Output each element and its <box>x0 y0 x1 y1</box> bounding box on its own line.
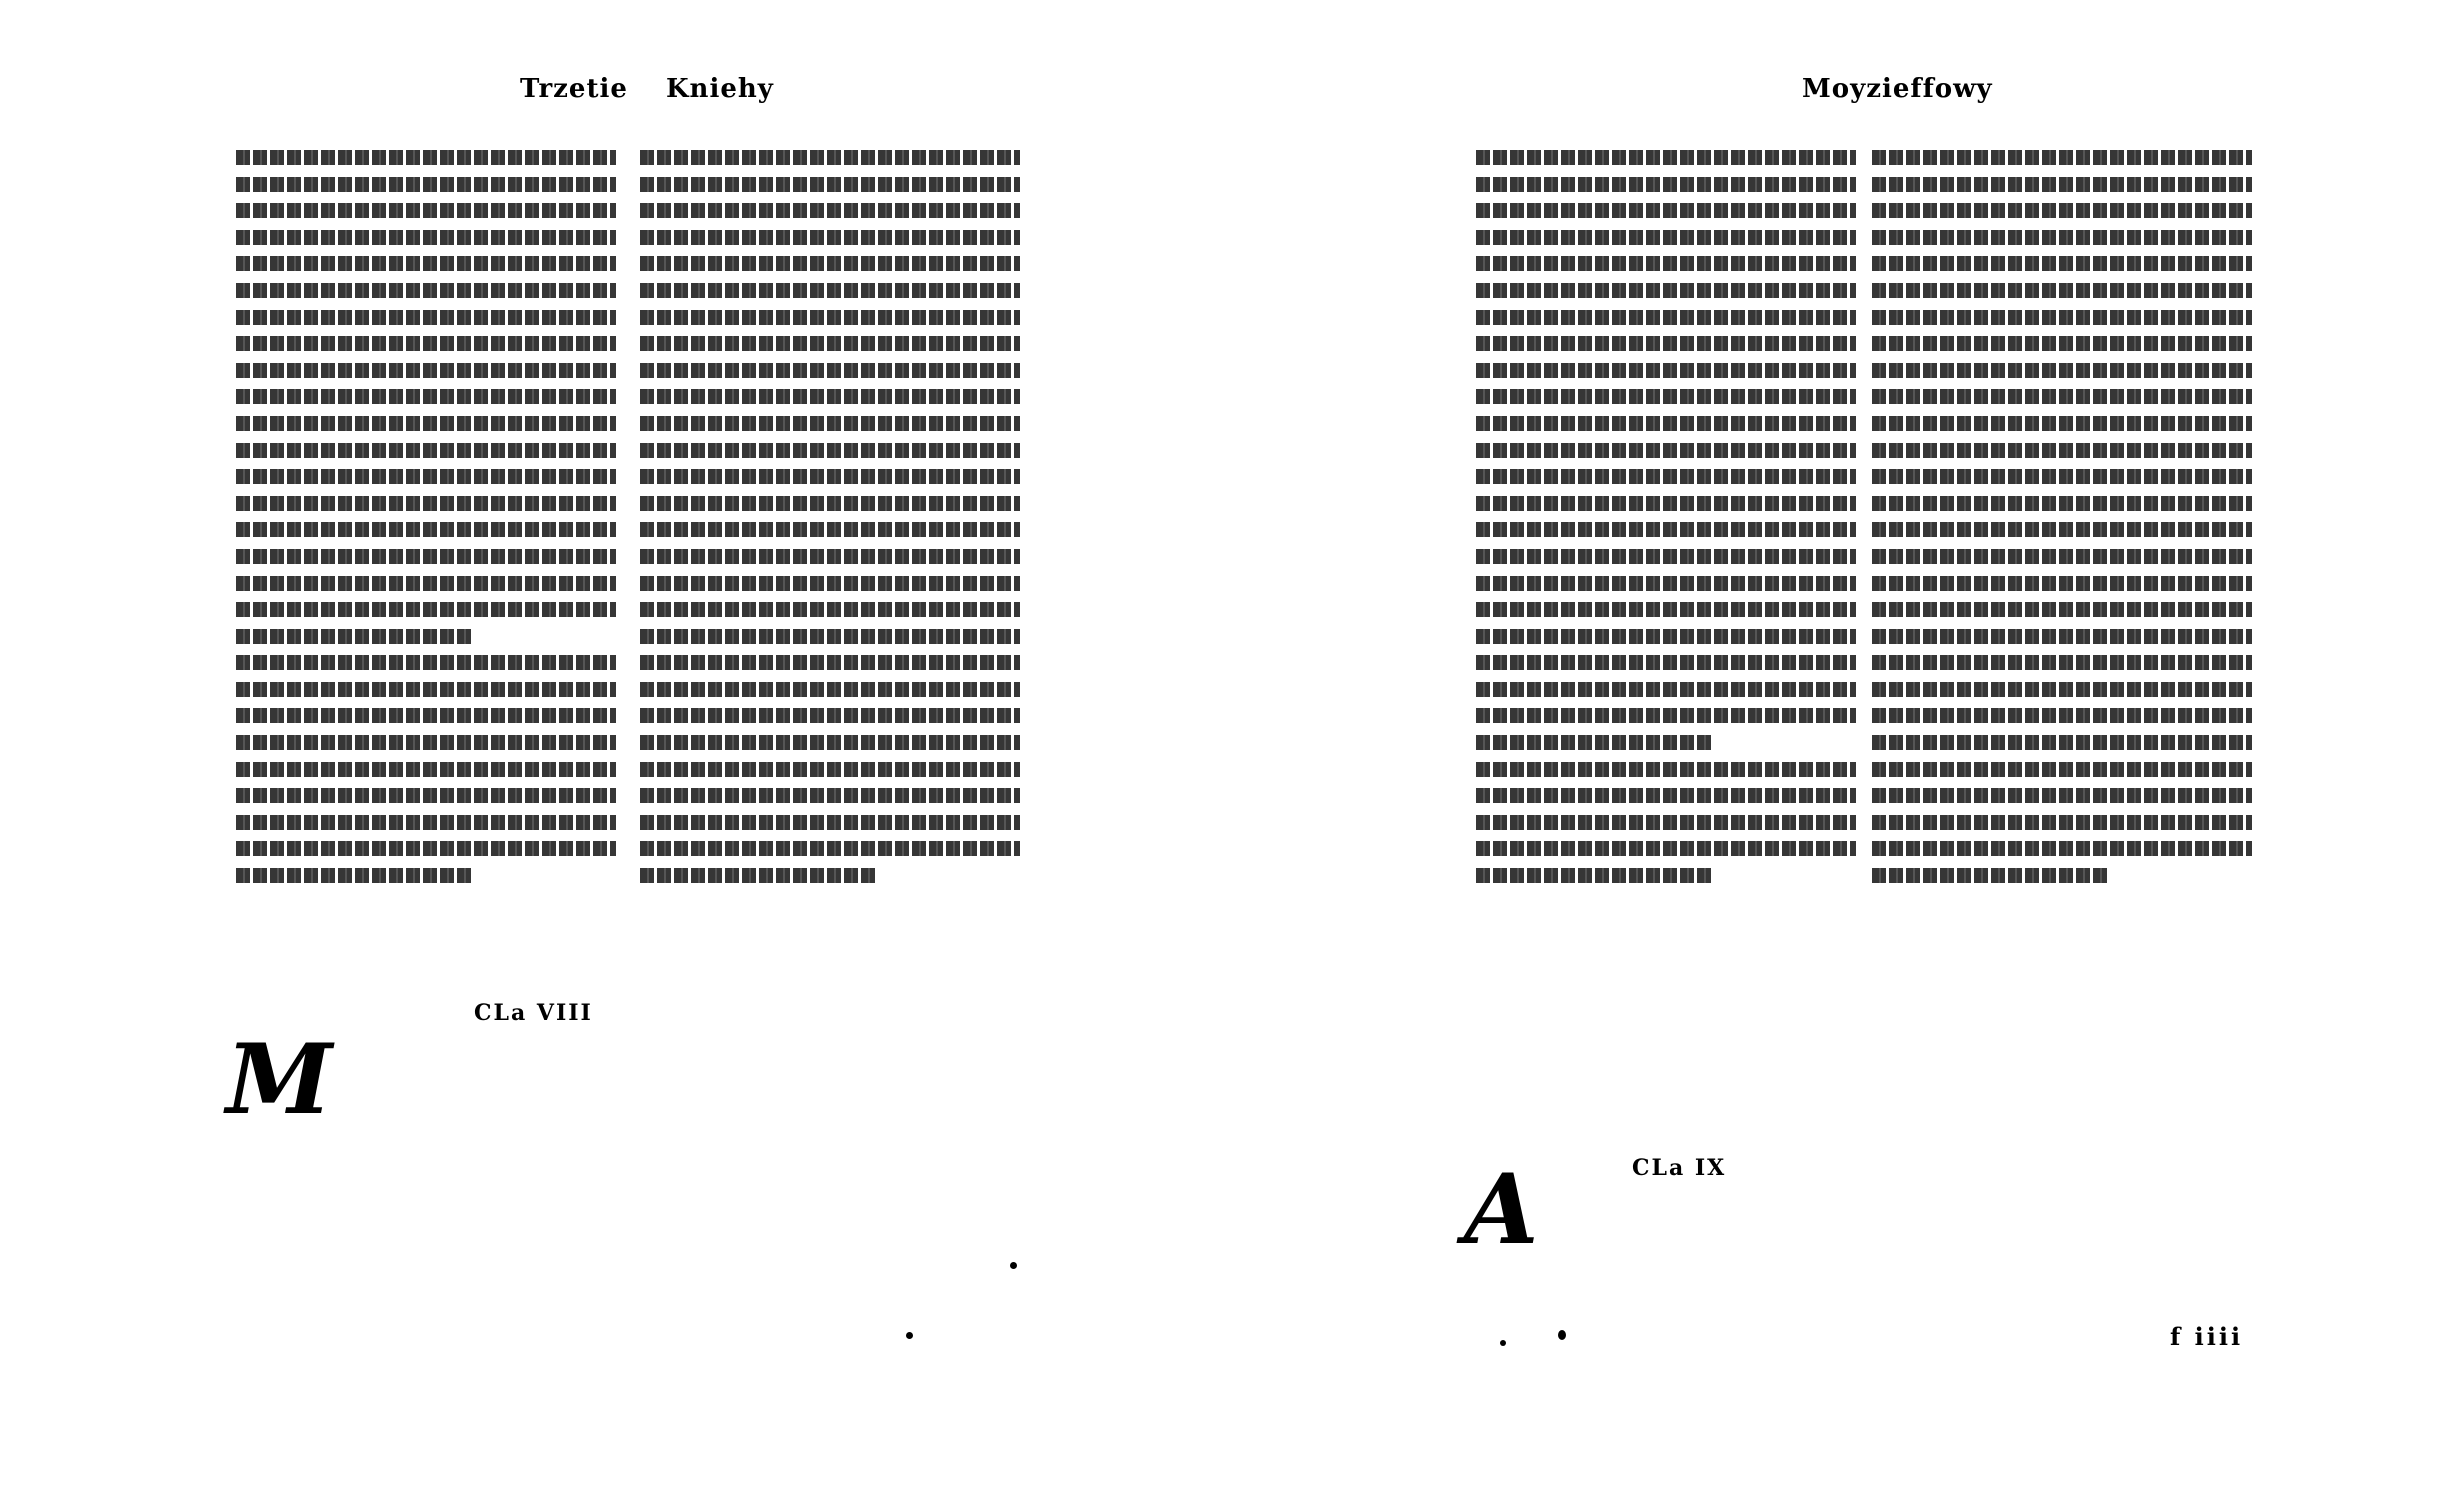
text-line <box>1476 735 1712 750</box>
text-line <box>1872 522 2252 537</box>
text-line <box>1872 256 2252 271</box>
ink-speck <box>906 1332 913 1339</box>
text-line <box>1872 655 2252 670</box>
ink-speck <box>1010 1262 1017 1269</box>
text-line <box>1872 310 2252 325</box>
text-line <box>1872 788 2252 803</box>
text-line <box>1872 708 2252 723</box>
text-line <box>236 389 616 404</box>
text-line <box>640 682 1020 697</box>
text-line <box>1872 416 2252 431</box>
text-line <box>640 841 1020 856</box>
text-line <box>1872 177 2252 192</box>
left-page-column-1 <box>236 150 616 895</box>
text-line <box>640 735 1020 750</box>
text-line <box>1476 203 1856 218</box>
text-line <box>236 655 616 670</box>
text-line <box>1872 682 2252 697</box>
text-line <box>640 150 1020 165</box>
text-line <box>1476 283 1856 298</box>
text-line <box>236 336 616 351</box>
text-line <box>236 815 616 830</box>
right-page-column-2 <box>1872 150 2252 895</box>
text-line <box>236 363 616 378</box>
text-line <box>1476 602 1856 617</box>
text-line <box>236 469 616 484</box>
text-line <box>1476 416 1856 431</box>
running-head-word-1: Trzetie <box>520 74 628 104</box>
text-line <box>640 416 1020 431</box>
text-line <box>640 363 1020 378</box>
text-line <box>236 682 616 697</box>
right-page-column-1 <box>1476 150 1856 895</box>
text-line <box>640 469 1020 484</box>
text-line <box>1476 336 1856 351</box>
right-running-head: Moyzieffowy <box>1802 74 1993 104</box>
chapter-mark-viii: CLa VIII <box>468 1000 599 1026</box>
text-line <box>640 443 1020 458</box>
text-line <box>1476 150 1856 165</box>
text-line <box>1872 230 2252 245</box>
text-line <box>640 576 1020 591</box>
text-line <box>640 203 1020 218</box>
text-line <box>640 762 1020 777</box>
text-line <box>236 549 616 564</box>
text-line <box>236 283 616 298</box>
text-line <box>1476 522 1856 537</box>
text-line <box>1476 230 1856 245</box>
text-line <box>1476 363 1856 378</box>
text-line <box>640 283 1020 298</box>
text-line <box>1872 389 2252 404</box>
text-line <box>1476 841 1856 856</box>
text-line <box>1476 177 1856 192</box>
text-line <box>1476 310 1856 325</box>
text-line <box>1476 443 1856 458</box>
text-line <box>1872 735 2252 750</box>
text-line <box>640 655 1020 670</box>
left-running-head <box>520 74 802 104</box>
decorated-initial-a: A <box>1460 1162 1542 1258</box>
text-line <box>1872 576 2252 591</box>
text-line <box>1476 762 1856 777</box>
text-line <box>640 708 1020 723</box>
text-line <box>1872 841 2252 856</box>
text-line <box>1476 868 1712 883</box>
text-line <box>236 416 616 431</box>
text-line <box>1872 629 2252 644</box>
text-line <box>1476 389 1856 404</box>
text-line <box>640 522 1020 537</box>
text-line <box>1872 283 2252 298</box>
text-line <box>236 310 616 325</box>
text-line <box>1476 576 1856 591</box>
text-line <box>640 815 1020 830</box>
text-line <box>1872 815 2252 830</box>
text-line <box>1872 469 2252 484</box>
text-line <box>640 310 1020 325</box>
text-line <box>1872 336 2252 351</box>
text-line <box>1872 150 2252 165</box>
text-line <box>236 602 616 617</box>
text-line <box>1476 682 1856 697</box>
text-line <box>236 443 616 458</box>
text-line <box>236 177 616 192</box>
text-line <box>1476 788 1856 803</box>
text-line <box>640 868 876 883</box>
text-line <box>640 496 1020 511</box>
text-line <box>1872 496 2252 511</box>
text-line <box>236 708 616 723</box>
text-line <box>1476 256 1856 271</box>
text-line <box>236 629 472 644</box>
text-line <box>1476 815 1856 830</box>
text-line <box>236 735 616 750</box>
text-line <box>640 602 1020 617</box>
decorated-initial-m: M <box>222 1032 336 1128</box>
left-page-column-2 <box>640 150 1020 895</box>
text-line <box>1476 708 1856 723</box>
text-line <box>236 868 472 883</box>
text-line <box>640 177 1020 192</box>
text-line <box>236 150 616 165</box>
text-line <box>1872 602 2252 617</box>
text-line <box>1872 363 2252 378</box>
text-line <box>236 230 616 245</box>
text-line <box>236 841 616 856</box>
running-head-word-2: Kniehy <box>665 74 774 104</box>
text-line <box>640 256 1020 271</box>
text-line <box>640 788 1020 803</box>
text-line <box>640 336 1020 351</box>
text-line <box>1476 496 1856 511</box>
text-line <box>236 762 616 777</box>
text-line <box>1872 868 2108 883</box>
text-line <box>640 549 1020 564</box>
right-page <box>1222 0 2444 1500</box>
text-line <box>1476 629 1856 644</box>
ink-speck <box>1500 1340 1506 1346</box>
signature-mark: f iiii <box>2170 1322 2244 1351</box>
text-line <box>236 522 616 537</box>
text-line <box>236 496 616 511</box>
ink-speck <box>1558 1330 1566 1340</box>
text-line <box>1872 762 2252 777</box>
text-line <box>1872 443 2252 458</box>
text-line <box>236 788 616 803</box>
chapter-mark-ix: CLa IX <box>1626 1155 1732 1181</box>
text-line <box>1476 549 1856 564</box>
text-line <box>236 576 616 591</box>
text-line <box>236 256 616 271</box>
text-line <box>1872 549 2252 564</box>
text-line <box>640 230 1020 245</box>
text-line <box>1872 203 2252 218</box>
text-line <box>640 629 1020 644</box>
text-line <box>1476 655 1856 670</box>
text-line <box>1476 469 1856 484</box>
text-line <box>236 203 616 218</box>
text-line <box>640 389 1020 404</box>
